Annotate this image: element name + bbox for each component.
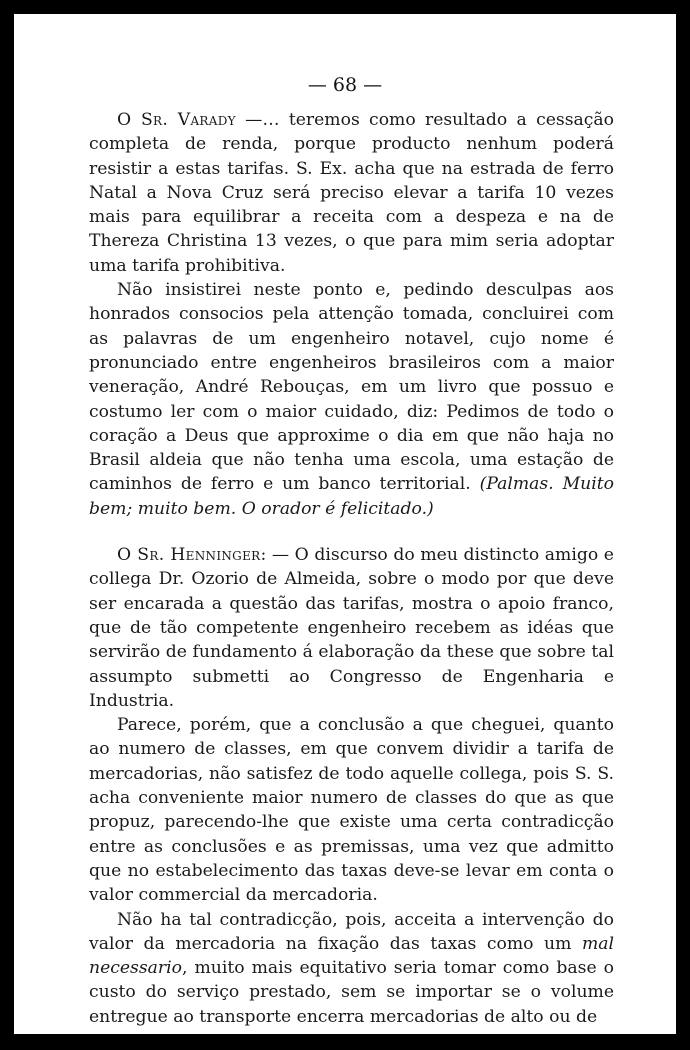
applause-note: (Palmas. Muito bem; muito bem. O orador é felicitado.) [89,474,614,519]
paragraph-text: Parece, porém, que a conclusão a que cheguei, quanto ao numero de classes, em que convem dividir a tarifa de mercadorias, não satisfez de todo aquelle collega, pois S. S. acha conveniente maior numero de classes do que as que propuz, parecendo-lhe que existe uma certa contradicção entre as conclusões e as premissas, uma vez que admitto que no estabelecimento das taxas deve-se levar em conta o valor commercial da mercadoria. [89,715,614,906]
speaker-name: O Sr. Varady [117,110,236,130]
paragraph-text-continued: , muito mais equitativo seria tomar como base o custo do serviço prestado, sem se importar se o volume entregue ao transporte encerra mercadorias de alto ou de [89,958,614,1027]
paragraph-text: —… teremos como resultado a cessação completa de renda, porque producto nenhum poderá resistir a estas tarifas. S. Ex. acha que na estrada de ferro Natal a Nova Cruz será preciso elevar a tarifa 10 vezes mais para equilibrar a receita com a despeza e na de Thereza Christina 13 vezes, o que para mim seria adoptar uma tarifa prohibitiva. [89,110,614,276]
italic-phrase: mal necessario [89,933,614,979]
book-page [14,14,676,1034]
paragraph-varady [89,108,614,278]
paragraph-text: Não insistirei neste ponto e, pedindo desculpas aos honrados consocios pela attenção tomada, concluirei com as palavras de um engenheiro notavel, cujo nome é pronunciado entre engenheiros brasileiros com a maior veneração, André Rebouças, em um livro que possuo e costumo ler com o maior cuidado, diz: Pedimos de todo o coração a Deus que approxime o dia em que não haja no Brasil aldeia que não tenha uma escola, uma estação de caminhos de ferro e um banco territorial. [89,280,614,495]
paragraph-reboucas [89,278,614,521]
page-number: — 68 — [307,74,383,96]
speaker-name: O Sr. Henninger [117,545,261,566]
paragraph-contradiccao [89,908,614,1029]
page-body [89,108,614,1029]
paragraph-text: Não ha tal contradicção, pois, acceita a intervenção do valor da mercadoria na fixação das taxas como um [89,909,614,954]
paragraph-text: : — O discurso do meu distincto amigo e collega Dr. Ozorio de Almeida, sobre o modo por que deve ser encarada a questão das tarifas, mostra o apoio franco, que de tão competente engenheiro recebem as idéas que servirão de fundamento á elaboração da these que sobre tal assumpto submetti ao Congresso de Engenharia e Industria. [89,545,614,711]
paragraph-henninger [89,543,614,713]
paragraph-classes [89,713,614,907]
